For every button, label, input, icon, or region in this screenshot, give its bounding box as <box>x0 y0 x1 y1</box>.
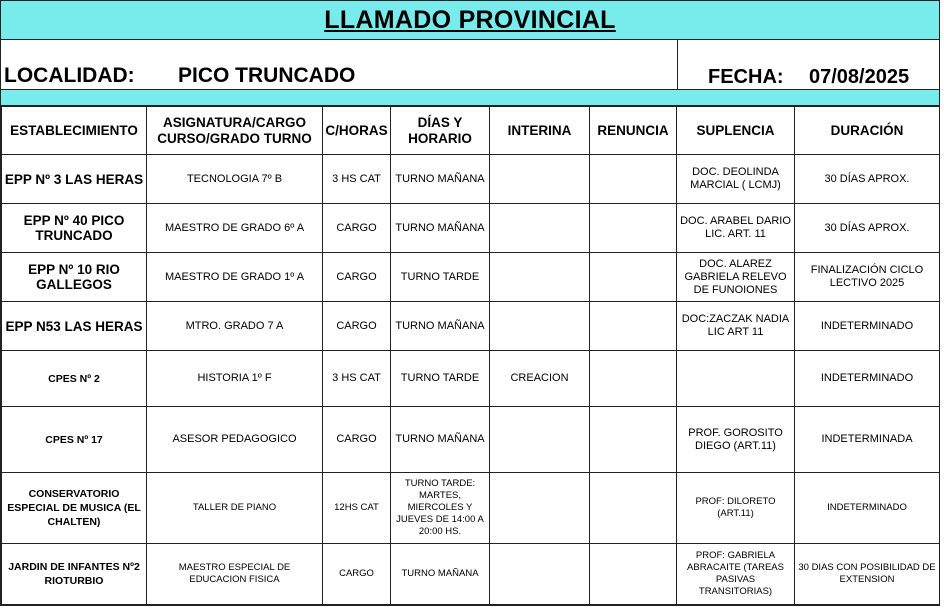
header-duracion: DURACIÓN <box>795 107 940 155</box>
cell-dias: TURNO MAÑANA <box>391 407 490 473</box>
cell-asignatura: ASESOR PEDAGOGICO <box>147 407 323 473</box>
cell-renuncia <box>590 473 677 544</box>
cell-interina <box>490 253 590 302</box>
cell-suplencia <box>677 351 795 407</box>
cell-suplencia: PROF. GOROSITO DIEGO (ART.11) <box>677 407 795 473</box>
cell-interina <box>490 407 590 473</box>
table-row <box>2 407 940 473</box>
header-dias: DÍAS Y HORARIO <box>391 107 490 155</box>
locality-row <box>1 40 939 90</box>
cell-asignatura: HISTORIA 1º F <box>147 351 323 407</box>
cell-duracion: FINALIZACIÓN CICLO LECTIVO 2025 <box>795 253 940 302</box>
header-horas: C/HORAS <box>323 107 391 155</box>
table-row <box>2 302 940 351</box>
cell-renuncia <box>590 204 677 253</box>
cell-asignatura: MTRO. GRADO 7 A <box>147 302 323 351</box>
cell-dias: TURNO MAÑANA <box>391 302 490 351</box>
cell-interina <box>490 302 590 351</box>
fecha-value: 07/08/2025 <box>809 66 910 88</box>
cell-horas: CARGO <box>323 302 391 351</box>
cell-horas: CARGO <box>323 253 391 302</box>
table-row <box>2 204 940 253</box>
cell-horas: CARGO <box>323 204 391 253</box>
cell-duracion: 30 DÍAS APROX. <box>795 204 940 253</box>
table-row <box>2 544 940 605</box>
cell-establecimiento: CPES Nº 17 <box>2 407 147 473</box>
cell-interina <box>490 544 590 605</box>
localidad-label: LOCALIDAD: <box>4 64 135 87</box>
localidad-value: PICO TRUNCADO <box>178 64 356 87</box>
cell-suplencia: DOC. ARABEL DARIO LIC. ART. 11 <box>677 204 795 253</box>
cell-horas: CARGO <box>323 407 391 473</box>
page-title: LLAMADO PROVINCIAL <box>324 6 616 34</box>
table-row <box>2 155 940 204</box>
table-header-row <box>2 107 940 155</box>
cell-asignatura: TECNOLOGIA 7º B <box>147 155 323 204</box>
table-row <box>2 473 940 544</box>
header-asignatura: ASIGNATURA/CARGO CURSO/GRADO TURNO <box>147 107 323 155</box>
cell-duracion: 30 DIAS CON POSIBILIDAD DE EXTENSION <box>795 544 940 605</box>
cell-suplencia: PROF: GABRIELA ABRACAITE (TAREAS PASIVAS TRANSITORIAS) <box>677 544 795 605</box>
table-row <box>2 253 940 302</box>
header-renuncia: RENUNCIA <box>590 107 677 155</box>
cell-dias: TURNO MAÑANA <box>391 204 490 253</box>
cell-establecimiento: EPP N53 LAS HERAS <box>2 302 147 351</box>
cell-interina: CREACION <box>490 351 590 407</box>
cell-interina <box>490 204 590 253</box>
cell-horas: 12HS CAT <box>323 473 391 544</box>
cell-horas: CARGO <box>323 544 391 605</box>
cell-dias: TURNO MAÑANA <box>391 155 490 204</box>
cell-dias: TURNO TARDE: MARTES, MIERCOLES Y JUEVES DE 14:00 A 20:00 HS. <box>391 473 490 544</box>
positions-table <box>1 106 940 605</box>
cell-duracion: INDETERMINADO <box>795 351 940 407</box>
header-establecimiento: ESTABLECIMIENTO <box>2 107 147 155</box>
cell-dias: TURNO TARDE <box>391 351 490 407</box>
separator-stripe <box>1 90 939 106</box>
table-row <box>2 351 940 407</box>
cell-interina <box>490 473 590 544</box>
cell-renuncia <box>590 155 677 204</box>
cell-suplencia: PROF: DILORETO (ART.11) <box>677 473 795 544</box>
cell-asignatura: MAESTRO ESPECIAL DE EDUCACION FISICA <box>147 544 323 605</box>
locality-divider <box>677 40 678 89</box>
header-interina: INTERINA <box>490 107 590 155</box>
cell-interina <box>490 155 590 204</box>
cell-suplencia: DOC. ALAREZ GABRIELA RELEVO DE FUNOIONES <box>677 253 795 302</box>
cell-renuncia <box>590 302 677 351</box>
cell-dias: TURNO TARDE <box>391 253 490 302</box>
cell-asignatura: TALLER DE PIANO <box>147 473 323 544</box>
cell-duracion: 30 DÍAS APROX. <box>795 155 940 204</box>
cell-asignatura: MAESTRO DE GRADO 1º A <box>147 253 323 302</box>
cell-establecimiento: CPES Nº 2 <box>2 351 147 407</box>
cell-renuncia <box>590 253 677 302</box>
cell-duracion: INDETERMINADO <box>795 302 940 351</box>
cell-renuncia <box>590 544 677 605</box>
fecha-label: FECHA: <box>708 66 784 88</box>
cell-establecimiento: EPP Nº 40 PICO TRUNCADO <box>2 204 147 253</box>
cell-asignatura: MAESTRO DE GRADO 6º A <box>147 204 323 253</box>
cell-renuncia <box>590 407 677 473</box>
cell-establecimiento: EPP Nº 3 LAS HERAS <box>2 155 147 204</box>
cell-duracion: INDETERMINADO <box>795 473 940 544</box>
cell-establecimiento: CONSERVATORIO ESPECIAL DE MUSICA (EL CHALTEN) <box>2 473 147 544</box>
header-suplencia: SUPLENCIA <box>677 107 795 155</box>
cell-establecimiento: EPP Nº 10 RIO GALLEGOS <box>2 253 147 302</box>
cell-dias: TURNO MAÑANA <box>391 544 490 605</box>
cell-horas: 3 HS CAT <box>323 351 391 407</box>
cell-suplencia: DOC. DEOLINDA MARCIAL ( LCMJ) <box>677 155 795 204</box>
cell-suplencia: DOC:ZACZAK NADIA LIC ART 11 <box>677 302 795 351</box>
cell-establecimiento: JARDIN DE INFANTES Nº2 RIOTURBIO <box>2 544 147 605</box>
cell-renuncia <box>590 351 677 407</box>
cell-duracion: INDETERMINADA <box>795 407 940 473</box>
cell-horas: 3 HS CAT <box>323 155 391 204</box>
title-banner <box>1 1 939 40</box>
